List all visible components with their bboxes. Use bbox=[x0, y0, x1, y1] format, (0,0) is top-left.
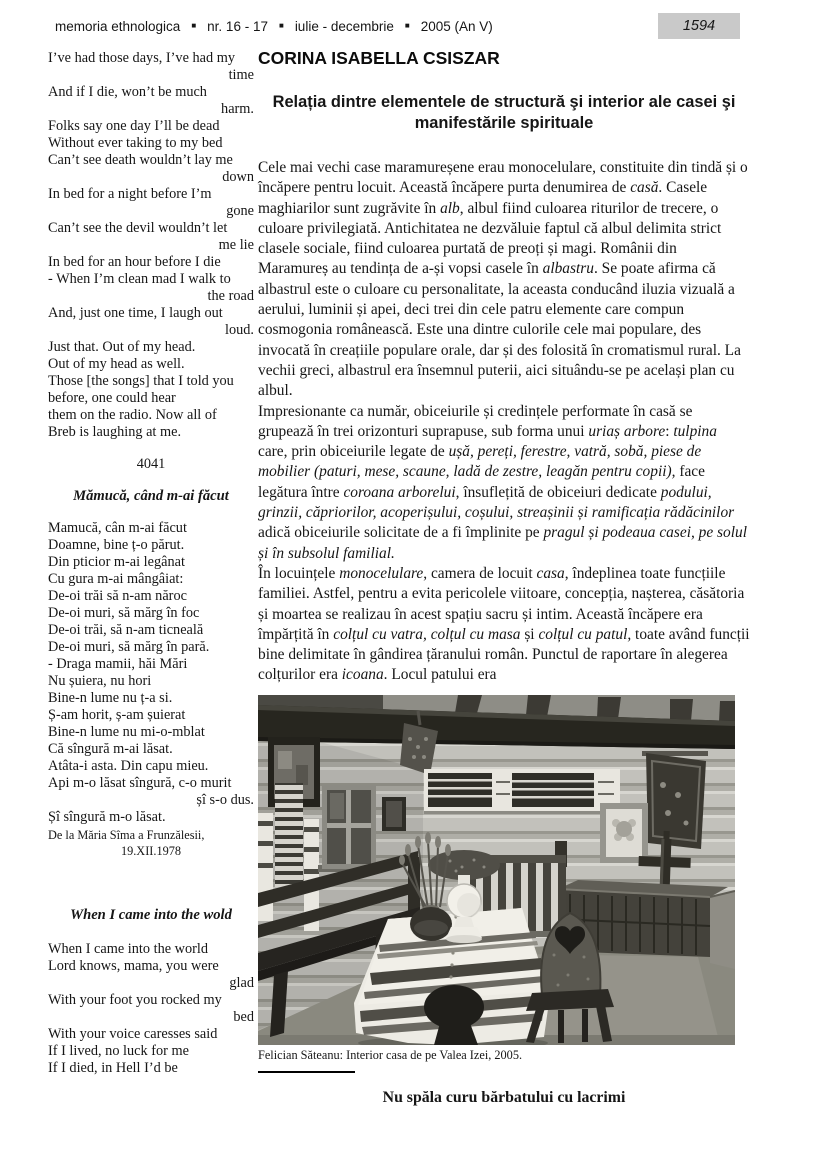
poem-line: glad bbox=[229, 975, 254, 991]
poem-romanian bbox=[48, 520, 254, 826]
square-bullet-icon: ■ bbox=[191, 20, 197, 30]
page-number: 1594 bbox=[682, 18, 716, 34]
framed-doily bbox=[600, 803, 648, 863]
article-paragraph: În locuințele monocelulare, camera de locuit casa, îndeplinea toate funcțiile familiei. Astfel, pentru a evita pericolele viitoare, concepția, nașterea, căsătoria și moartea se realizau în acest spațiu sacru și intim. Această încăpere era împărțită în colțul cu vatra, colțul cu masa și colțul cu patul, toate având funcții bine delimitate în gândirea țăranului român. Punctul de raportare în alegerea colțurilor era icoana. Locul patului era bbox=[258, 564, 750, 684]
small-picture bbox=[382, 797, 406, 831]
poem-line: - Draga mamii, hăi Mări bbox=[48, 656, 188, 672]
page-number-badge bbox=[658, 13, 740, 39]
poem-line: me lie bbox=[218, 237, 254, 253]
poem-english-2 bbox=[48, 941, 254, 1077]
window bbox=[318, 785, 380, 872]
poem-line: time bbox=[228, 67, 254, 83]
poem-line: When I came into the world bbox=[48, 941, 208, 957]
poem-line: loud. bbox=[225, 322, 254, 338]
issue-year: 2005 (An V) bbox=[420, 18, 493, 34]
poem-line: Cu gura m-ai mângâiat: bbox=[48, 571, 184, 587]
poem-line: Bine-n lume nu ț-a si. bbox=[48, 690, 173, 706]
poem-line: Api m-o lăsat sîngură, c-o murit bbox=[48, 775, 232, 791]
poem-line: And if I die, won’t be much bbox=[48, 84, 207, 100]
article-paragraph: Impresionante ca număr, obiceiurile și credințele performate în casă se grupează în trei orizonturi suprapuse, sub forma unui uriaș arbore: tulpina care, prin obiceiurile legate de ușă, pereți, ferestre, vatră, sobă, piese de mobilier (paturi, mese, scaune, ladă de zestre, leagăn pentru copii), face legătura între coroana arborelui, însuflețită de obiceiuri dedicate podului, grinzii, căpriorilor, acoperișului, coșului, streașinii și ramificația rădăcinilor adică obiceiurile solicitate de a fi împlinite pe pragul și podeaua casei, pe solul și în subsolul familial. bbox=[258, 402, 747, 562]
next-article-title: Nu spăla curu bărbatului cu lacrimi bbox=[382, 1088, 626, 1106]
striped-hanging-textile bbox=[275, 783, 303, 887]
poem-line: If I lived, no luck for me bbox=[48, 1043, 189, 1059]
poem-line: down bbox=[222, 169, 254, 185]
right-bench bbox=[710, 891, 735, 969]
poem-english-1 bbox=[48, 50, 254, 441]
poem-line: Mamucă, cân m-ai făcut bbox=[48, 520, 187, 536]
ceiling-beams bbox=[258, 695, 735, 749]
poem-line: them on the radio. Now all of bbox=[48, 407, 217, 423]
poem-line: De-oi muri, să mărg în pară. bbox=[48, 639, 210, 655]
poem-line: Out of my head as well. bbox=[48, 356, 185, 372]
ornate-rug bbox=[642, 751, 708, 849]
poem-line: Nu șuiera, nu hori bbox=[48, 673, 152, 689]
interior-photo-illustration bbox=[258, 695, 735, 1045]
poem-line: Without ever taking to my bed bbox=[48, 135, 223, 151]
poem-line: Din pticior m-ai legânat bbox=[48, 554, 185, 570]
poem-line: And, just one time, I laugh out bbox=[48, 305, 223, 321]
poem-line: harm. bbox=[221, 101, 254, 117]
poem-line: Can’t see death wouldn’t lay me bbox=[48, 152, 233, 168]
poem-line: With your voice caresses said bbox=[48, 1026, 218, 1042]
interior-photo bbox=[258, 695, 735, 1063]
poem-line: With your foot you rocked my bbox=[48, 992, 222, 1008]
poem-line: Atâta-i asta. Din capu mieu. bbox=[48, 758, 209, 774]
poem-line: De-oi trăi să n-am năroc bbox=[48, 588, 187, 604]
poem-line: If I died, in Hell I’d be bbox=[48, 1060, 178, 1076]
poem-line: before, one could hear bbox=[48, 390, 176, 406]
poem-line: In bed for a night before I’m bbox=[48, 186, 212, 202]
article-title: Relația dintre elementele de structură şi interior ale casei şi manifestările spirituale bbox=[272, 93, 736, 132]
article-author: CORINA ISABELLA CSISZAR bbox=[258, 48, 500, 68]
poem-title-romanian: Mămucă, când m-ai făcut bbox=[73, 488, 229, 504]
article-body bbox=[258, 158, 750, 686]
journal-header-line bbox=[55, 18, 493, 34]
poem-line: șî s-o dus. bbox=[196, 792, 254, 808]
poem-source: De la Măria Sîma a Frunzălesii, bbox=[48, 828, 205, 842]
poem-line: Just that. Out of my head. bbox=[48, 339, 196, 355]
poem-line: Lord knows, mama, you were bbox=[48, 958, 219, 974]
page-header bbox=[55, 12, 740, 40]
journal-name: memoria ethnologica bbox=[55, 18, 181, 34]
poem-title-english-2: When I came into the wold bbox=[70, 907, 232, 923]
poem-line: Breb is laughing at me. bbox=[48, 424, 182, 440]
poem-number: 4041 bbox=[136, 456, 166, 472]
poem-line: Doamne, bine ț-o părut. bbox=[48, 537, 185, 553]
poem-line: Bine-n lume nu mi-o-mblat bbox=[48, 724, 205, 740]
poem-date: 19.XII.1978 bbox=[120, 844, 182, 858]
square-bullet-icon: ■ bbox=[278, 20, 284, 30]
photo-caption: Felician Săteanu: Interior casa de pe Valea Izei, 2005. bbox=[258, 1047, 523, 1062]
poem-line: bed bbox=[233, 1009, 254, 1025]
poem-line: Șî sîngură m-o lăsat. bbox=[48, 809, 166, 825]
wall-textile-band bbox=[424, 769, 620, 814]
poem-line: Folks say one day I’ll be dead bbox=[48, 118, 220, 134]
poem-line: - When I’m clean mad I walk to bbox=[48, 271, 231, 287]
square-bullet-icon: ■ bbox=[404, 20, 410, 30]
issue-number: nr. 16 - 17 bbox=[207, 18, 268, 34]
article-column bbox=[258, 48, 750, 1107]
poem-line: De-oi trăi, să n-am ticneală bbox=[48, 622, 204, 638]
poem-line: gone bbox=[226, 203, 254, 219]
poem-line: In bed for an hour before I die bbox=[48, 254, 221, 270]
poem-line: Those [the songs] that I told you bbox=[48, 373, 234, 389]
poem-line: Ș-am horit, ș-am șuierat bbox=[48, 707, 186, 723]
poem-line: Că sîngură m-ai lăsat. bbox=[48, 741, 173, 757]
poem-line: the road bbox=[207, 288, 254, 304]
poem-line: Can’t see the devil wouldn’t let bbox=[48, 220, 228, 236]
left-column-poems bbox=[48, 50, 254, 1077]
issue-period: iulie - decembrie bbox=[294, 18, 394, 34]
poem-line: I’ve had those days, I’ve had my bbox=[48, 50, 235, 66]
poem-line: De-oi muri, să mărg în foc bbox=[48, 605, 200, 621]
footnote-rule bbox=[258, 1071, 355, 1073]
article-paragraph: Cele mai vechi case maramureșene erau monocelulare, constituite din tindă și o încăpere pentru locuit. Această încăpere purta denumirea de casă. Casele maghiarilor sunt zugrăvite în alb, albul fiind culoarea riturilor de trecere, o culoare privilegiată. Antichitatea ne dezvăluie faptul că albul delimita strict clasele sociale, fiind culoarea purtată de preoți și magi. Românii din Maramureș au tendința de a-și vopsi casele în albastru. Se poate afirma că albastrul este o culoare cu personalitate, la aceasta conducând iluzia vizuală a aerului, luminii și apei, deci trei din cele patru elemente care compun cosmogonia românească. Este una dintre culorile cele mai populare, des invocată în creațiile populare orale, dar și des folosită în cromatismul rural. La vechii greci, albastrul era însemnul puterii, aici situându-se pe același plan cu albul. bbox=[258, 159, 748, 400]
